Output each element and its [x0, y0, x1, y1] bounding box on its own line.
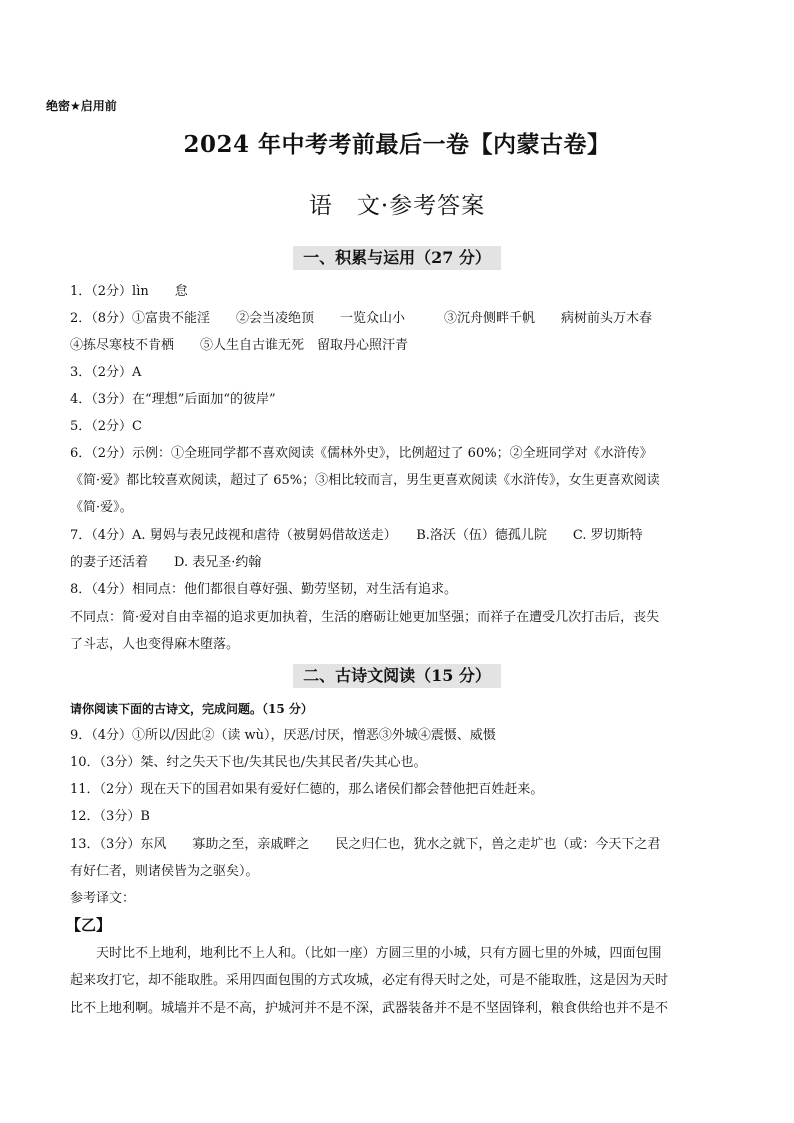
- answer-line: 《简·爱》都比较喜欢阅读，超过了 65%；③相比较而言，男生更喜欢阅读《水浒传》，女生更喜欢阅读: [70, 473, 660, 488]
- answer-line: 1．（2分）lìn 怠: [70, 284, 188, 299]
- answer-line: 《简·爱》。: [70, 500, 133, 515]
- answer-line: 6．（2分）示例：①全班同学都不喜欢阅读《儒林外史》，比例超过了 60%；②全班同学对《水浒传》: [70, 446, 653, 461]
- answer-line: 10．（3分）桀、纣之失天下也/失其民也/失其民者/失其心也。: [70, 755, 427, 770]
- translation-line: 比不上地利啊。城墙并不是不高，护城河并不是不深，武器装备并不是不坚固锋利，粮食供给也并不是不: [70, 1001, 669, 1016]
- passage-label: 【乙】: [66, 916, 112, 934]
- answer-line: 5．（2分）C: [70, 419, 142, 434]
- document-title: 2024 年中考考前最后一卷【内蒙古卷】: [183, 131, 611, 158]
- answer-line: 2．（8分）①富贵不能淫 ②会当凌绝顶 一览众山小 ③沉舟侧畔千帆 病树前头万木春: [70, 311, 653, 326]
- answer-line: 13．（3分）东风 寡助之至，亲戚畔之 民之归仁也，犹水之就下，兽之走圹也（或：今天下之君: [70, 837, 661, 852]
- section-heading-label: 二、古诗文阅读（15 分）: [293, 664, 501, 688]
- answer-line: 12．（3分）B: [70, 809, 150, 824]
- section-heading-1: [0, 246, 794, 270]
- answer-line: 不同点：简·爱对自由幸福的追求更加执着，生活的磨砺让她更加坚强；而祥子在遭受几次打击后，丧失: [70, 610, 660, 625]
- answer-line: 了斗志，人也变得麻木堕落。: [70, 637, 240, 652]
- answer-line: 4．（3分）在“理想”后面加“的彼岸”: [70, 392, 276, 407]
- answer-line: ④拣尽寒枝不肯栖 ⑤人生自古谁无死 留取丹心照汗青: [70, 338, 409, 353]
- answer-line: 11．（2分）现在天下的国君如果有爱好仁德的，那么诸侯们都会替他把百姓赶来。: [70, 782, 544, 797]
- answer-line: 8．（4分）相同点：他们都很自尊好强、勤劳坚韧，对生活有追求。: [70, 582, 458, 597]
- answer-line: 9．（4分）①所以/因此②（读 wù），厌恶/讨厌，憎恶③外城④震慑、威慑: [70, 728, 496, 743]
- translation-line: 起来攻打它，却不能取胜。采用四面包围的方式攻城，必定有得天时之处，可是不能取胜，这是因为天时: [70, 973, 669, 988]
- reading-instruction: 请你阅读下面的古诗文，完成问题。（15 分）: [70, 702, 313, 716]
- answer-line: 7．（4分）A. 舅妈与表兄歧视和虐待（被舅妈借故送走） B.洛沃（伍）德孤儿院 C. 罗切斯特: [70, 528, 643, 543]
- answer-line: 的妻子还活着 D. 表兄圣·约翰: [70, 555, 262, 570]
- section-heading-label: 一、积累与运用（27 分）: [293, 246, 501, 270]
- answer-line: 有好仁者，则诸侯皆为之驱矣）。: [70, 864, 259, 879]
- document-subtitle: 语 文·参考答案: [308, 193, 486, 219]
- translation-label: 参考译文：: [70, 891, 136, 906]
- confidential-mark: 绝密★启用前: [46, 99, 117, 113]
- translation-line: 天时比不上地利，地利比不上人和。（比如一座）方圆三里的小城，只有方圆七里的外城，四面包围: [70, 946, 662, 961]
- section-heading-2: [0, 664, 794, 688]
- answer-line: 3．（2分）A: [70, 365, 142, 380]
